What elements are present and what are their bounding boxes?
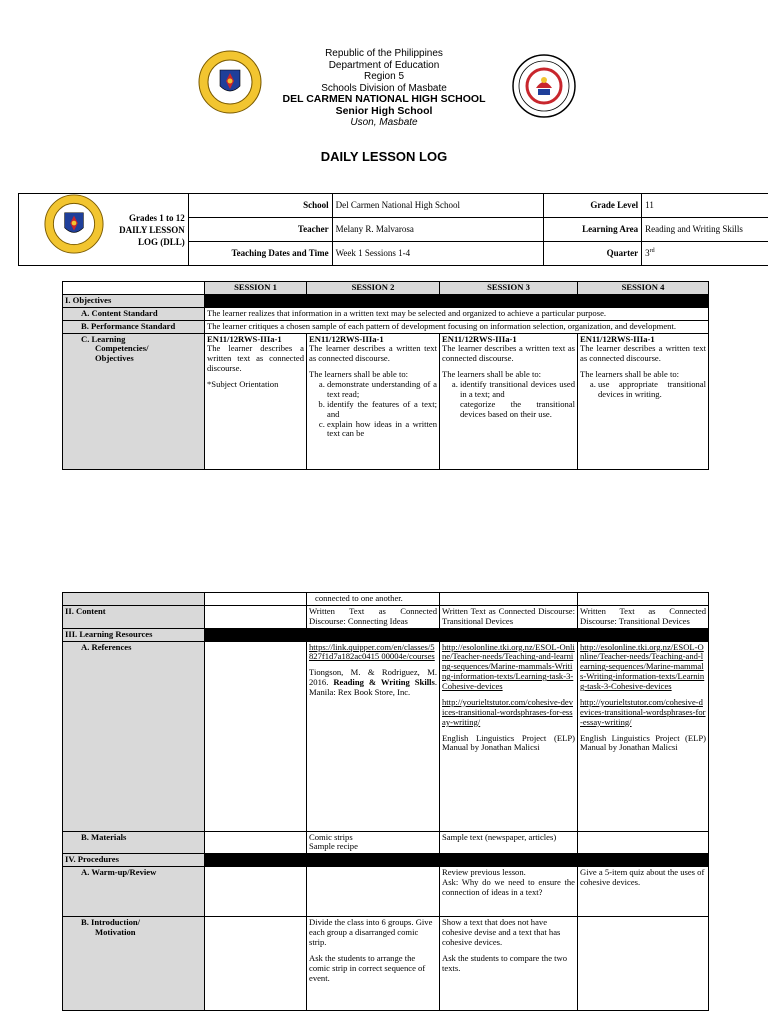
introduction-label bbox=[63, 917, 205, 1011]
competency-code: EN11/12RWS-IIIa-1 bbox=[442, 333, 517, 344]
competency-text: The learner describes a written text as connected discourse. bbox=[580, 343, 706, 364]
content-standard-text: The learner realizes that information in a written text may be selected and organized to achieve a particular purpose. bbox=[205, 307, 709, 320]
reference-link[interactable]: http://yourieltstutor.com/cohesive-devices-transitional-wordsphrases-for-essay-writing/ bbox=[580, 696, 706, 727]
procedures-heading: IV. Procedures bbox=[63, 854, 205, 867]
learning-resources-heading: III. Learning Resources bbox=[63, 628, 205, 641]
info-table bbox=[18, 193, 768, 266]
blank-cell bbox=[578, 593, 709, 606]
competencies-label-line-1: C. Learning bbox=[81, 333, 126, 344]
teacher-value: Melany R. Malvarosa bbox=[332, 218, 544, 242]
competency-text: The learner describes a written text as connected discourse. bbox=[309, 343, 437, 364]
header-region: Region 5 bbox=[363, 71, 405, 82]
document-title: DAILY LESSON LOG bbox=[320, 149, 448, 164]
grades-line-2: DAILY LESSON bbox=[119, 224, 185, 235]
competencies-label-line-2: Competencies/ bbox=[95, 343, 149, 354]
objective-item: a. use appropriate transitional devices in writing. bbox=[598, 380, 706, 400]
warmup-session-2 bbox=[307, 867, 440, 917]
objective-item-continuation: categorize the transitional devices based on their use. bbox=[460, 398, 575, 419]
warmup-review: Review previous lesson. bbox=[442, 867, 526, 878]
intro-step: Divide the class into 6 groups. Give each group a disarranged comic strip. bbox=[309, 917, 433, 947]
corner-cell bbox=[63, 282, 205, 295]
session-1-competency bbox=[205, 333, 307, 469]
session-3-header: SESSION 3 bbox=[440, 282, 578, 295]
header-location: Uson, Masbate bbox=[350, 117, 418, 128]
objectives-heading: I. Objectives bbox=[63, 294, 205, 307]
quarter-label: Quarter bbox=[544, 242, 642, 266]
header-division: Schools Division of Masbate bbox=[321, 82, 447, 94]
competency-text: The learner describes a written text as connected discourse. bbox=[442, 343, 575, 364]
header-department: Department of Education bbox=[328, 59, 440, 71]
competencies-label-line-3: Objectives bbox=[95, 353, 134, 364]
grades-line-3: LOG (DLL) bbox=[138, 236, 185, 247]
session-1-header: SESSION 1 bbox=[205, 282, 307, 295]
references-session-2 bbox=[307, 641, 440, 831]
document-header bbox=[0, 48, 768, 129]
learners-intro: The learners shall be able to: bbox=[309, 369, 409, 380]
learning-area-value: Reading and Writing Skills bbox=[642, 218, 768, 242]
learning-resources-bar bbox=[205, 628, 709, 641]
content-heading: II. Content bbox=[63, 605, 205, 628]
school-value: Del Carmen National High School bbox=[332, 194, 544, 218]
competency-code: EN11/12RWS-IIIa-1 bbox=[309, 333, 384, 344]
content-session-4: Written Text as Connected Discourse: Transitional Devices bbox=[578, 605, 709, 628]
subject-orientation-note: *Subject Orientation bbox=[207, 379, 279, 389]
references-session-1 bbox=[205, 641, 307, 831]
introduction-session-2 bbox=[307, 917, 440, 1011]
header-school-name: DEL CARMEN NATIONAL HIGH SCHOOL bbox=[282, 93, 486, 105]
materials-session-4 bbox=[578, 831, 709, 854]
reference-link[interactable]: http://esolonline.tki.org.nz/ESOL-Online/Teacher-needs/Teaching-and-learning-sequences/Marine-mammals-Writing-information-texts/Learning-task-3-Cohesive-devices bbox=[442, 641, 575, 691]
content-standard-label: A. Content Standard bbox=[63, 307, 205, 320]
grade-level-label: Grade Level bbox=[544, 194, 642, 218]
session-4-header: SESSION 4 bbox=[578, 282, 709, 295]
introduction-label-line-2: Motivation bbox=[95, 927, 136, 937]
reference-elp: English Linguistics Project (ELP) Manual by Jonathan Malicsi bbox=[442, 732, 575, 753]
materials-session-2 bbox=[307, 831, 440, 854]
warmup-label: A. Warm-up/Review bbox=[63, 867, 205, 917]
reference-link[interactable]: http://yourieltstutor.com/cohesive-devices-transitional-wordsphrases-for-essay-writing/ bbox=[442, 696, 574, 727]
introduction-session-1 bbox=[205, 917, 307, 1011]
session-2-continuation: connected to one another. bbox=[307, 593, 440, 606]
dates-label: Teaching Dates and Time bbox=[188, 242, 332, 266]
reference-book-title: Reading & Writing Skills bbox=[333, 677, 435, 688]
quarter-number: 3 bbox=[645, 248, 650, 259]
warmup-question: Ask: Why do we need to ensure the connection of ideas in a text? bbox=[442, 877, 575, 897]
blank-cell bbox=[440, 593, 578, 606]
warmup-session-3 bbox=[440, 867, 578, 917]
reference-elp: English Linguistics Project (ELP) Manual by Jonathan Malicsi bbox=[580, 732, 706, 753]
content-resources-table bbox=[62, 592, 709, 1011]
objectives-bar bbox=[205, 294, 709, 307]
procedures-bar bbox=[205, 854, 709, 867]
content-session-3: Written Text as Connected Discourse: Transitional Devices bbox=[440, 605, 578, 628]
reference-authors: Tiongson, M. & Rodriguez, M. 2016. bbox=[309, 667, 437, 688]
intro-step: Ask the students to arrange the comic strip in correct sequence of event. bbox=[309, 952, 426, 983]
quarter-suffix: rd bbox=[649, 248, 655, 255]
session-4-competency bbox=[578, 333, 709, 469]
reference-link[interactable]: http://esolonline.tki.org.nz/ESOL-Online/Teacher-needs/Teaching-and-learning-sequences/Marine-mammals-Writing-information-texts/Learning-task-3-Cohesive-devices bbox=[580, 641, 705, 691]
performance-standard-text: The learner critiques a chosen sample of each pattern of development focusing on information selection, organization, and development. bbox=[205, 320, 709, 333]
intro-step: Ask the students to compare the two texts. bbox=[442, 952, 568, 973]
blank-label-cell bbox=[63, 593, 205, 606]
competency-code: EN11/12RWS-IIIa-1 bbox=[207, 333, 282, 344]
materials-session-1 bbox=[205, 831, 307, 854]
intro-step: Show a text that does not have cohesive devise and a text that has cohesive devices. bbox=[442, 917, 561, 947]
grades-line-1: Grades 1 to 12 bbox=[129, 212, 185, 223]
material-item: Sample recipe bbox=[309, 841, 358, 852]
session-3-competency bbox=[440, 333, 578, 469]
dates-value: Week 1 Sessions 1-4 bbox=[332, 242, 544, 266]
introduction-session-4 bbox=[578, 917, 709, 1011]
introduction-label-line-1: B. Introduction/ bbox=[81, 917, 141, 928]
warmup-session-1 bbox=[205, 867, 307, 917]
header-level: Senior High School bbox=[335, 104, 433, 117]
material-item: Comic strips bbox=[309, 831, 353, 842]
references-session-3 bbox=[440, 641, 578, 831]
learners-intro: The learners shall be able to: bbox=[580, 369, 680, 380]
learning-area-label: Learning Area bbox=[544, 218, 642, 242]
blank-cell bbox=[205, 593, 307, 606]
grades-label bbox=[19, 194, 189, 266]
session-2-header: SESSION 2 bbox=[307, 282, 440, 295]
objective-item: a. identify transitional devices used in a text; and bbox=[460, 380, 575, 400]
school-label: School bbox=[188, 194, 332, 218]
quarter-value bbox=[642, 242, 768, 266]
materials-session-3: Sample text (newspaper, articles) bbox=[440, 831, 578, 854]
objective-item: b. identify the features of a text; and bbox=[327, 400, 437, 420]
header-republic: Republic of the Philippines bbox=[325, 48, 443, 59]
reference-link[interactable]: https://link.quipper.com/en/classes/5827f1d7a182ac0415 00004e/courses bbox=[309, 641, 435, 662]
competency-text: The learner describes a written text as connected discourse. bbox=[207, 343, 304, 374]
learners-intro: The learners shall be able to: bbox=[442, 369, 542, 380]
competency-code: EN11/12RWS-IIIa-1 bbox=[580, 333, 655, 344]
materials-label: B. Materials bbox=[63, 831, 205, 854]
content-session-2: Written Text as Connected Discourse: Connecting Ideas bbox=[307, 605, 440, 628]
reference-publisher: . Manila: Rex Book Store, Inc. bbox=[309, 677, 437, 697]
warmup-session-4: Give a 5-item quiz about the uses of cohesive devices. bbox=[578, 867, 709, 917]
session-2-competency bbox=[307, 333, 440, 469]
objective-item: a. demonstrate understanding of a text read; bbox=[327, 380, 437, 400]
objectives-table bbox=[62, 281, 709, 470]
objective-item: c. explain how ideas in a written text can be bbox=[327, 420, 437, 440]
content-session-1 bbox=[205, 605, 307, 628]
references-label: A. References bbox=[63, 641, 205, 831]
references-session-4 bbox=[578, 641, 709, 831]
competencies-label bbox=[63, 333, 205, 469]
grade-level-value: 11 bbox=[642, 194, 768, 218]
teacher-label: Teacher bbox=[188, 218, 332, 242]
performance-standard-label: B. Performance Standard bbox=[63, 320, 205, 333]
introduction-session-3 bbox=[440, 917, 578, 1011]
